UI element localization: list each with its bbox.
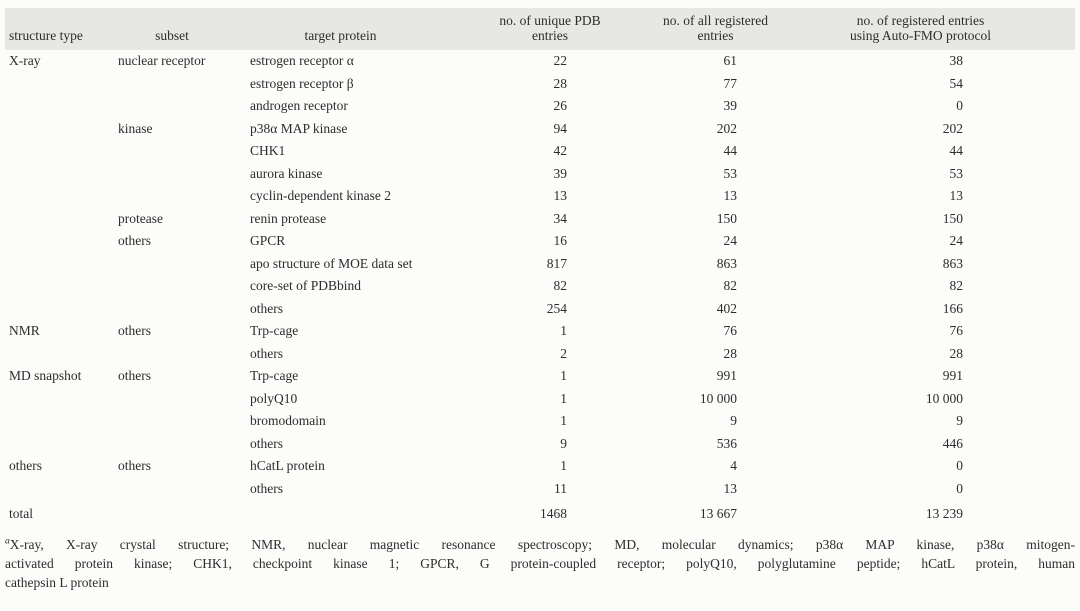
cell-target-protein: renin protease xyxy=(250,210,327,226)
cell-auto-fmo-entries: 28 xyxy=(949,345,963,361)
cell-auto-fmo-entries: 166 xyxy=(942,300,963,316)
cell-unique-pdb-entries: 26 xyxy=(553,98,567,113)
cell-auto-fmo-entries: 202 xyxy=(942,120,963,136)
cell-target-protein: polyQ10 xyxy=(250,390,298,406)
cell-target-protein: aurora kinase xyxy=(250,165,323,181)
cell-all-registered-entries: 61 xyxy=(723,53,737,68)
cell-unique-pdb-entries: 13 xyxy=(553,188,567,203)
header-line-2: using Auto-FMO protocol xyxy=(849,28,991,43)
cell-subset xyxy=(118,343,250,366)
cell-auto-fmo-entries: 9 xyxy=(956,413,963,428)
cell-auto-fmo-entries: 24 xyxy=(949,233,963,248)
cell-auto-fmo-entries: 54 xyxy=(949,75,963,91)
cell-target-protein: others xyxy=(250,345,283,361)
cell-all-registered-entries: 53 xyxy=(723,165,737,181)
total-label: total xyxy=(9,506,33,521)
cell-target-protein: core-set of PDBbind xyxy=(250,278,361,293)
cell-target-protein: others xyxy=(250,300,283,316)
cell-unique-pdb-entries: 22 xyxy=(553,53,567,68)
cell-structure-type xyxy=(5,433,118,456)
cell-subset xyxy=(118,433,250,456)
cell-auto-fmo-entries: 863 xyxy=(942,255,963,271)
cell-unique-pdb-entries: 16 xyxy=(553,233,567,248)
table-row xyxy=(5,410,1075,433)
table-body xyxy=(5,50,1075,500)
cell-structure-type: NMR xyxy=(9,323,40,338)
cell-unique-pdb-entries: 82 xyxy=(553,278,567,293)
cell-target-protein: hCatL protein xyxy=(250,458,325,473)
cell-unique-pdb-entries: 817 xyxy=(546,255,567,271)
table-row xyxy=(5,140,1075,163)
cell-target-protein: CHK1 xyxy=(250,143,286,158)
cell-all-registered-entries: 77 xyxy=(723,75,737,91)
cell-subset xyxy=(118,253,250,276)
cell-all-registered-entries: 150 xyxy=(716,210,737,226)
cell-unique-pdb-entries: 1 xyxy=(560,323,567,338)
cell-structure-type: others xyxy=(9,458,42,473)
cell-unique-pdb-entries: 2 xyxy=(560,345,567,361)
cell-auto-fmo-entries: 76 xyxy=(949,323,963,338)
cell-auto-fmo-entries: 13 xyxy=(949,188,963,203)
total-empty-target-protein xyxy=(250,500,445,526)
cell-all-registered-entries: 10 000 xyxy=(699,390,737,406)
cell-structure-type xyxy=(5,163,118,186)
cell-target-protein: GPCR xyxy=(250,233,286,248)
cell-all-registered-entries: 24 xyxy=(723,233,737,248)
cell-auto-fmo-entries: 44 xyxy=(949,143,963,158)
cell-subset: protease xyxy=(118,210,163,226)
cell-unique-pdb-entries: 39 xyxy=(553,165,567,181)
cell-target-protein: Trp-cage xyxy=(250,323,299,338)
table-row xyxy=(5,320,1075,343)
cell-unique-pdb-entries: 9 xyxy=(560,435,567,451)
footnote-text: X-ray, X-ray crystal structure; NMR, nuclear magnetic resonance spectroscopy; MD, molecular dynamics; p38α MAP kinase, p38α mitogen- xyxy=(9,536,1075,552)
cell-all-registered-entries: 991 xyxy=(716,368,737,383)
cell-subset: others xyxy=(118,458,151,473)
cell-structure-type xyxy=(5,95,118,118)
table-row xyxy=(5,365,1075,388)
cell-all-registered-entries: 82 xyxy=(723,278,737,293)
cell-all-registered-entries: 9 xyxy=(730,413,737,428)
cell-structure-type: X-ray xyxy=(9,53,41,68)
cell-subset xyxy=(118,163,250,186)
cell-structure-type: MD snapshot xyxy=(9,368,82,383)
cell-all-registered-entries: 13 xyxy=(723,188,737,203)
footnote-line-3: cathepsin L protein xyxy=(5,574,109,590)
cell-structure-type xyxy=(5,140,118,163)
cell-unique-pdb-entries: 1 xyxy=(560,368,567,383)
total-empty-subset xyxy=(118,500,250,526)
cell-target-protein: bromodomain xyxy=(250,413,326,428)
cell-subset xyxy=(118,73,250,96)
cell-structure-type xyxy=(5,275,118,298)
cell-target-protein: estrogen receptor β xyxy=(250,75,354,91)
cell-unique-pdb-entries: 28 xyxy=(553,75,567,91)
cell-structure-type xyxy=(5,230,118,253)
cell-target-protein: others xyxy=(250,480,283,496)
cell-unique-pdb-entries: 1 xyxy=(560,413,567,428)
cell-auto-fmo-entries: 53 xyxy=(949,165,963,181)
cell-subset xyxy=(118,388,250,411)
cell-auto-fmo-entries: 82 xyxy=(949,278,963,293)
cell-auto-fmo-entries: 0 xyxy=(956,458,963,473)
cell-target-protein: p38α MAP kinase xyxy=(250,120,348,136)
table-row xyxy=(5,275,1075,298)
cell-subset xyxy=(118,410,250,433)
fmo-entries-table xyxy=(5,8,1075,526)
cell-structure-type xyxy=(5,208,118,231)
cell-all-registered-entries: 28 xyxy=(723,345,737,361)
cell-all-registered-entries: 44 xyxy=(723,143,737,158)
table-footnote xyxy=(5,535,1075,592)
cell-target-protein: others xyxy=(250,435,283,451)
cell-auto-fmo-entries: 38 xyxy=(949,53,963,68)
cell-unique-pdb-entries: 11 xyxy=(554,480,567,496)
cell-subset: others xyxy=(118,233,151,248)
total-all-registered-entries: 13 667 xyxy=(699,506,737,521)
header-line-2: entries xyxy=(697,28,734,43)
table-row xyxy=(5,230,1075,253)
cell-subset xyxy=(118,275,250,298)
cell-target-protein: cyclin-dependent kinase 2 xyxy=(250,188,391,203)
cell-unique-pdb-entries: 1 xyxy=(560,390,567,406)
cell-all-registered-entries: 202 xyxy=(716,120,737,136)
cell-target-protein: estrogen receptor α xyxy=(250,53,354,68)
table-row xyxy=(5,73,1075,96)
table-row xyxy=(5,298,1075,321)
table-row xyxy=(5,185,1075,208)
table-row xyxy=(5,50,1075,73)
table-total-section xyxy=(5,500,1075,526)
cell-target-protein: androgen receptor xyxy=(250,98,348,113)
cell-auto-fmo-entries: 150 xyxy=(942,210,963,226)
cell-structure-type xyxy=(5,185,118,208)
cell-all-registered-entries: 13 xyxy=(723,480,737,496)
col-header-all-registered-entries xyxy=(655,8,820,50)
table-row xyxy=(5,118,1075,141)
col-header-auto-fmo-entries xyxy=(820,8,1075,50)
col-header-target-protein: target protein xyxy=(250,8,445,50)
cell-structure-type xyxy=(5,343,118,366)
cell-structure-type xyxy=(5,73,118,96)
cell-auto-fmo-entries: 991 xyxy=(942,368,963,383)
cell-auto-fmo-entries: 446 xyxy=(942,435,963,451)
header-line-2: entries xyxy=(532,28,568,43)
cell-structure-type xyxy=(5,298,118,321)
cell-subset: nuclear receptor xyxy=(118,53,206,68)
table-row xyxy=(5,388,1075,411)
table-row xyxy=(5,253,1075,276)
cell-target-protein: Trp-cage xyxy=(250,368,299,383)
total-auto-fmo-entries: 13 239 xyxy=(925,506,963,521)
cell-structure-type xyxy=(5,478,118,501)
table-header xyxy=(5,8,1075,50)
cell-subset: kinase xyxy=(118,120,153,136)
cell-subset xyxy=(118,95,250,118)
cell-subset xyxy=(118,185,250,208)
cell-subset xyxy=(118,478,250,501)
cell-unique-pdb-entries: 42 xyxy=(553,143,567,158)
cell-structure-type xyxy=(5,118,118,141)
table-row xyxy=(5,95,1075,118)
cell-target-protein: apo structure of MOE data set xyxy=(250,255,413,271)
table-row xyxy=(5,433,1075,456)
footnote-line-2: activated protein kinase; CHK1, checkpoint kinase 1; GPCR, G protein-coupled receptor; polyQ10, polyglutamine peptide; hCatL protein, human xyxy=(5,555,1075,571)
total-row xyxy=(5,500,1075,526)
cell-unique-pdb-entries: 94 xyxy=(553,120,567,136)
col-header-unique-pdb-entries xyxy=(445,8,655,50)
cell-unique-pdb-entries: 254 xyxy=(546,300,567,316)
cell-structure-type xyxy=(5,253,118,276)
cell-all-registered-entries: 863 xyxy=(716,255,737,271)
cell-all-registered-entries: 536 xyxy=(716,435,737,451)
cell-structure-type xyxy=(5,388,118,411)
cell-subset: others xyxy=(118,323,151,338)
cell-subset: others xyxy=(118,368,151,383)
footnote-line-1 xyxy=(5,535,1075,554)
cell-unique-pdb-entries: 1 xyxy=(560,458,567,473)
cell-all-registered-entries: 4 xyxy=(730,458,737,473)
cell-unique-pdb-entries: 34 xyxy=(553,210,567,226)
footnote-marker: a xyxy=(5,536,10,546)
col-header-structure-type: structure type xyxy=(5,8,118,50)
header-line-1: no. of all registered xyxy=(663,13,768,28)
table-row xyxy=(5,208,1075,231)
table-row xyxy=(5,478,1075,501)
table-row xyxy=(5,343,1075,366)
cell-auto-fmo-entries: 10 000 xyxy=(925,390,963,406)
cell-all-registered-entries: 76 xyxy=(723,323,737,338)
cell-auto-fmo-entries: 0 xyxy=(956,480,963,496)
cell-structure-type xyxy=(5,410,118,433)
cell-subset xyxy=(118,298,250,321)
cell-auto-fmo-entries: 0 xyxy=(956,98,963,113)
table-row xyxy=(5,163,1075,186)
col-header-subset: subset xyxy=(118,8,250,50)
header-line-1: no. of unique PDB xyxy=(499,13,601,28)
cell-all-registered-entries: 402 xyxy=(716,300,737,316)
total-unique-pdb-entries: 1468 xyxy=(540,506,567,521)
table-row xyxy=(5,455,1075,478)
header-line-1: no. of registered entries xyxy=(856,13,985,28)
cell-subset xyxy=(118,140,250,163)
header-row xyxy=(5,8,1075,50)
cell-all-registered-entries: 39 xyxy=(723,98,737,113)
